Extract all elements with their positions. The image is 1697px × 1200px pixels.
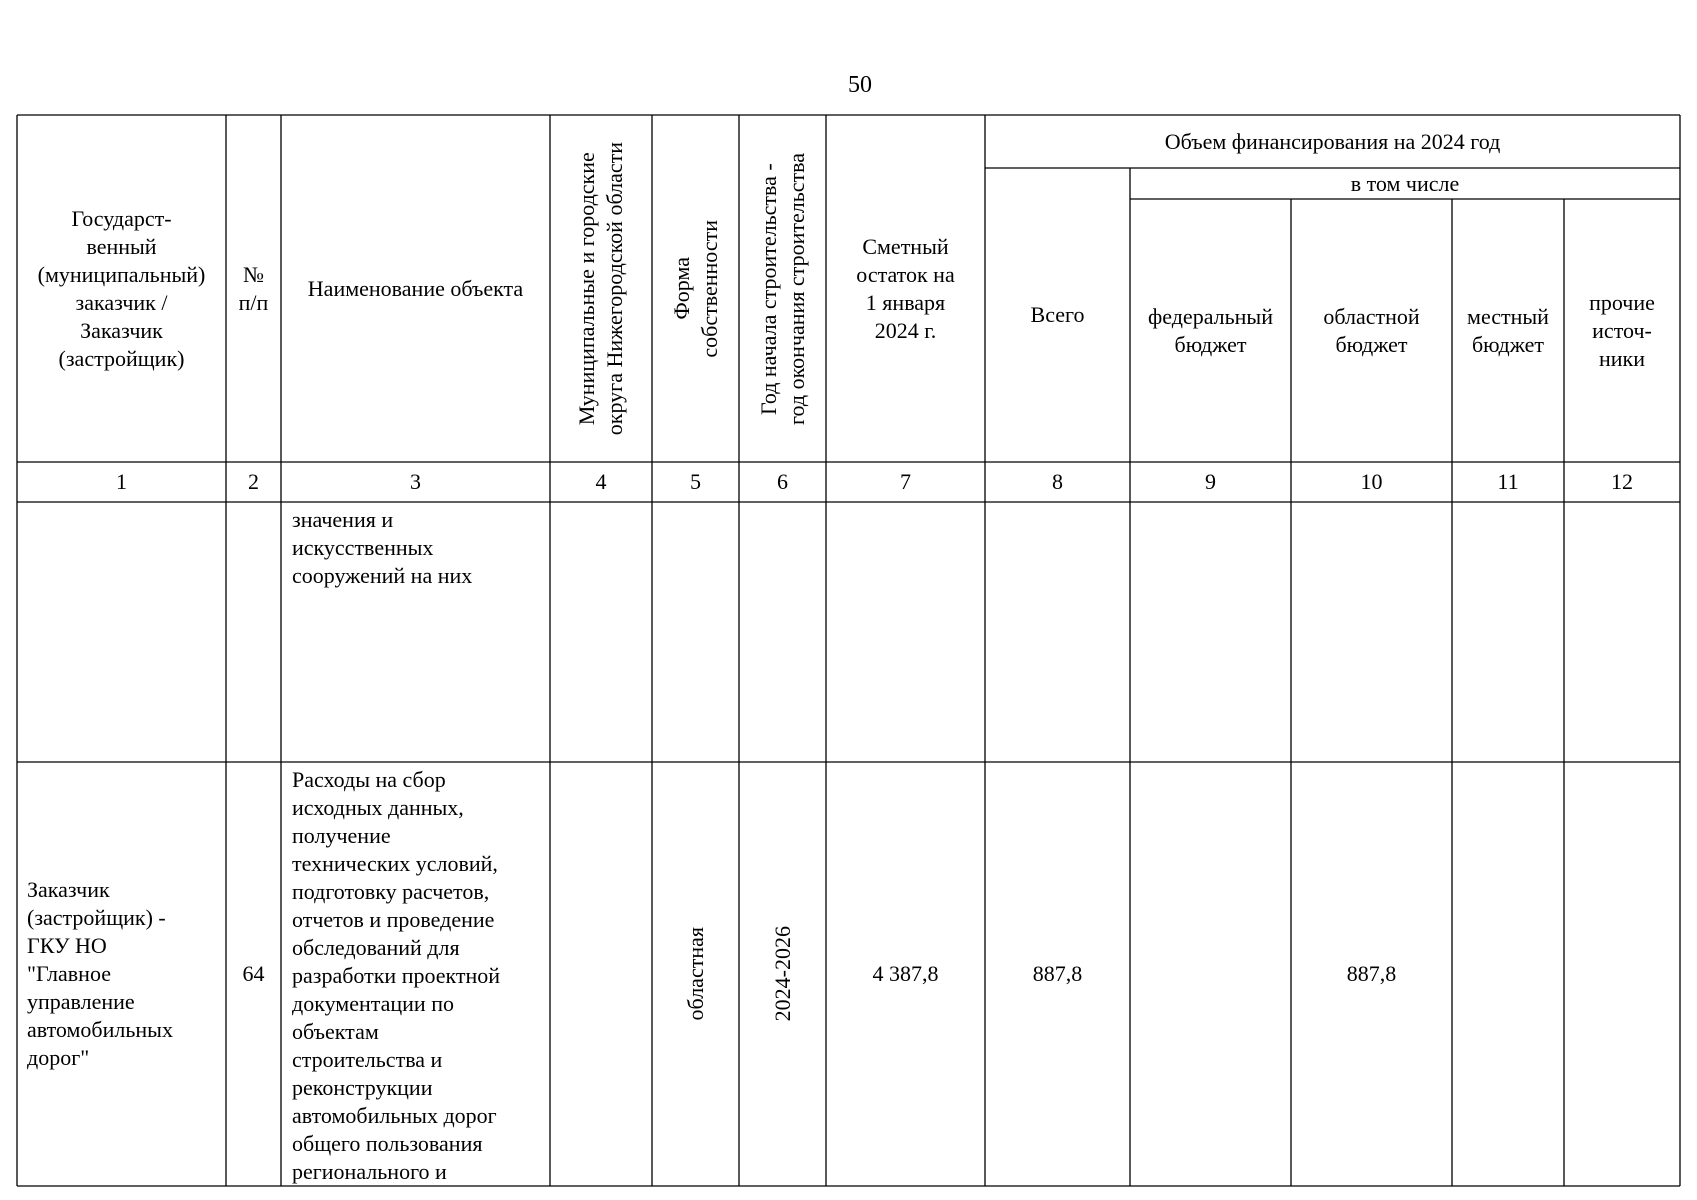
row2-years-cell: [739, 762, 826, 1186]
row1-object-name: значения и искусственных сооружений на них: [292, 507, 473, 588]
page-number: 50: [848, 72, 872, 98]
row2-ownership-cell: [652, 762, 739, 1186]
row2-years: 2024-2026: [769, 926, 795, 1022]
row2-number: 64: [242, 961, 265, 986]
column-number: 3: [410, 469, 421, 494]
header-customer: Государст- венный (муниципальный) заказчик / Заказчик (застройщик): [37, 205, 206, 371]
header-including: в том числе: [1350, 170, 1460, 196]
column-number: 2: [248, 469, 259, 494]
row2-ownership: областная: [682, 927, 708, 1021]
column-number: 9: [1205, 469, 1216, 494]
column-number: 10: [1360, 469, 1383, 494]
row2-regional: 887,8: [1346, 961, 1397, 986]
column-number: 6: [777, 469, 788, 494]
header-number: № п/п: [238, 261, 269, 315]
header-ownership-cell: [652, 115, 739, 462]
row2-customer: Заказчик (застройщик) - ГКУ НО "Главное управление автомобильных дорог": [27, 877, 173, 1070]
column-number: 12: [1611, 469, 1633, 494]
header-ownership: Форма собственности: [668, 219, 722, 358]
column-number: 8: [1052, 469, 1063, 494]
header-years: Год начала строительства - год окончания строительства: [755, 152, 809, 425]
row2-total: 887,8: [1032, 961, 1083, 986]
header-local: местный бюджет: [1467, 303, 1549, 357]
header-regional: областной бюджет: [1323, 303, 1420, 357]
column-number: 11: [1497, 469, 1519, 494]
header-municipality: Муниципальные и городские округа Нижегородской области: [574, 141, 627, 436]
header-years-cell: [739, 115, 826, 462]
column-number: 1: [116, 469, 127, 494]
header-object-name: Наименование объекта: [307, 275, 524, 301]
column-number: 7: [900, 469, 911, 494]
header-federal: федеральный бюджет: [1148, 303, 1273, 357]
header-total: Всего: [1030, 302, 1085, 327]
header-other: прочие источ- ники: [1589, 289, 1655, 371]
header-funding: Объем финансирования на 2024 год: [1164, 128, 1501, 154]
column-number: 4: [595, 469, 607, 494]
row2-object-name: Расходы на сбор исходных данных, получение технических условий, подготовку расчетов, отчетов и проведение обследований для разработки проектной документации по объектам строительства и реконструкции автомобильных дорог общего пользования регионального и: [292, 767, 501, 1184]
header-municipality-cell: [550, 115, 652, 462]
row2-balance: 4 387,8: [872, 961, 939, 986]
column-number: 5: [690, 469, 701, 494]
header-balance: Сметный остаток на 1 января 2024 г.: [856, 233, 955, 343]
